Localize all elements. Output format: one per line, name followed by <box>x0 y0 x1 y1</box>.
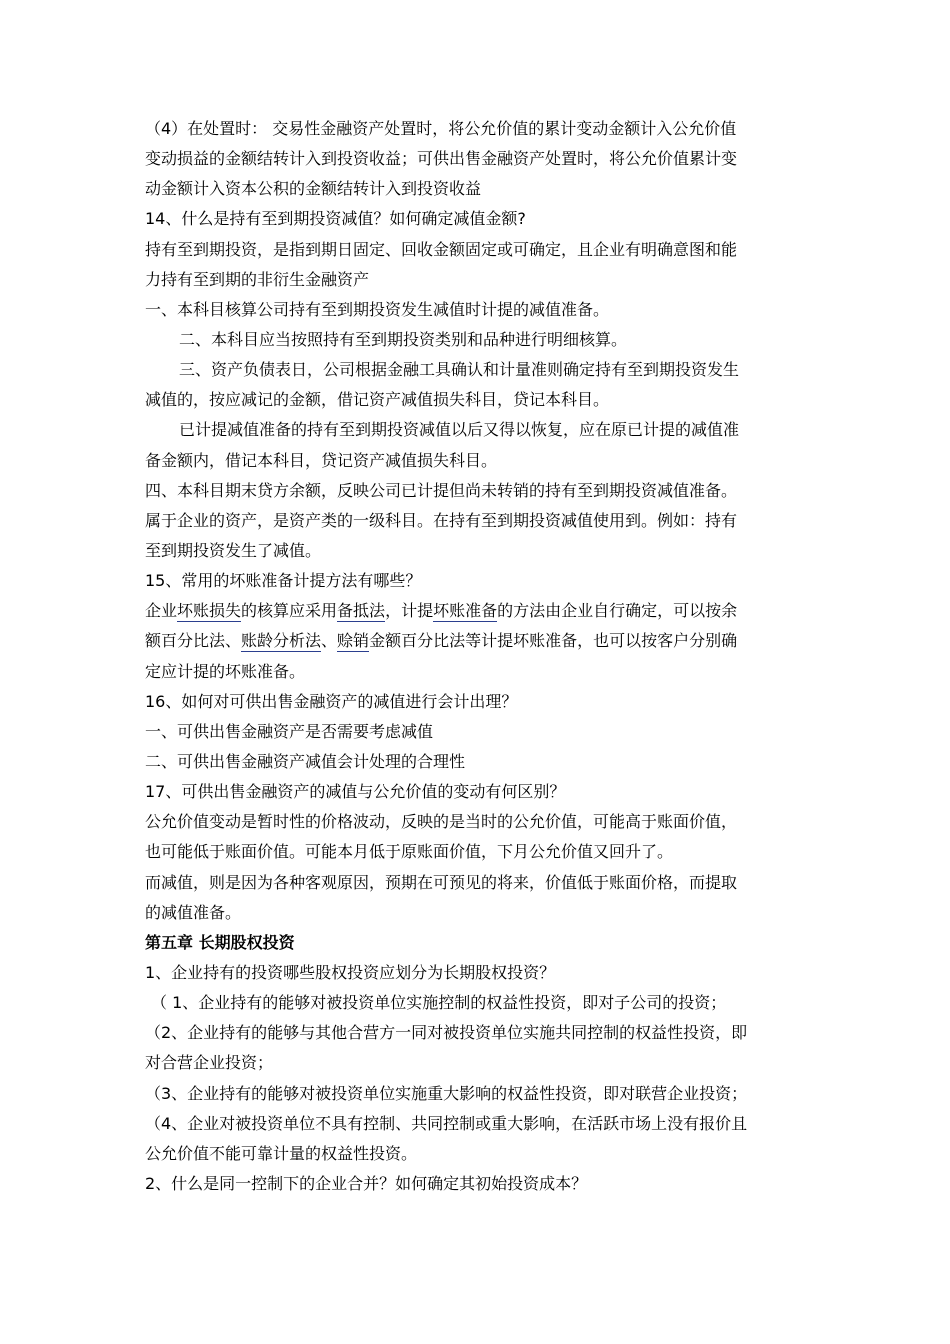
text-line: 一、可供出售金融资产是否需要考虑减值 <box>145 721 434 741</box>
text-line: 公允价值变动是暂时性的价格波动，反映的是当时的公允价值，可能高于账面价值， <box>145 812 738 832</box>
document-body <box>145 114 805 1199</box>
q15-answer-line: 定应计提的坏账准备。 <box>145 661 306 681</box>
text-line: 力持有至到期的非衍生金融资产 <box>145 269 370 289</box>
text-span: 、 <box>321 631 338 651</box>
text-line: （4、企业对被投资单位不具有控制、共同控制或重大影响，在活跃市场上没有报价且 <box>145 1113 748 1133</box>
chapter-heading: 第五章 长期股权投资 <box>145 932 295 952</box>
text-span: 的核算应采用 <box>241 601 338 621</box>
text-line: 而减值，则是因为各种客观原因，预期在可预见的将来，价值低于账面价格，而提取 <box>145 872 738 892</box>
hyperlink-credit-sales[interactable]: 赊销 <box>337 631 370 651</box>
text-line: 备金额内，借记本科目，贷记资产减值损失科目。 <box>145 450 498 470</box>
question-14: 14、什么是持有至到期投资减值？如何确定减值金额? <box>145 209 526 229</box>
text-line: 动金额计入资本公积的金额结转计入到投资收益 <box>145 179 482 199</box>
text-span: 金额百分比法等计提坏账准备，也可以按客户分别确 <box>369 631 738 651</box>
text-line: 至到期投资发生了减值。 <box>145 540 322 560</box>
hyperlink-bad-debt-provision[interactable]: 坏账准备 <box>433 601 498 621</box>
text-line: 四、本科目期末贷方余额，反映公司已计提但尚未转销的持有至到期投资减值准备。 <box>145 480 738 500</box>
hyperlink-allowance-method[interactable]: 备抵法 <box>337 601 386 621</box>
text-line: （3、企业持有的能够对被投资单位实施重大影响的权益性投资，即对联营企业投资； <box>145 1083 748 1103</box>
text-line: 一、本科目核算公司持有至到期投资发生减值时计提的减值准备。 <box>145 299 610 319</box>
q15-answer-line <box>145 626 805 656</box>
question-15: 15、常用的坏账准备计提方法有哪些？ <box>145 571 422 591</box>
text-line: 也可能低于账面价值。可能本月低于原账面价值，下月公允价值又回升了。 <box>145 842 674 862</box>
text-line: 二、本科目应当按照持有至到期投资类别和品种进行明细核算。 <box>179 329 628 349</box>
text-line: 已计提减值准备的持有至到期投资减值以后又得以恢复，应在原已计提的减值准 <box>179 420 740 440</box>
text-line: 三、资产负债表日，公司根据金融工具确认和计量准则确定持有至到期投资发生 <box>179 360 740 380</box>
chapter-question-1: 1、企业持有的投资哪些股权投资应划分为长期股权投资？ <box>145 962 556 982</box>
text-span: ，计提 <box>385 601 434 621</box>
question-17: 17、可供出售金融资产的减值与公允价值的变动有何区别？ <box>145 782 566 802</box>
text-line: （2、企业持有的能够与其他合营方一同对被投资单位实施共同控制的权益性投资，即 <box>145 1023 748 1043</box>
text-line: 持有至到期投资，是指到期日固定、回收金额固定或可确定，且企业有明确意图和能 <box>145 239 738 259</box>
chapter-question-2: 2、什么是同一控制下的企业合并？如何确定其初始投资成本？ <box>145 1173 588 1193</box>
text-line: 的减值准备。 <box>145 902 242 922</box>
text-line: 变动损益的金额结转计入到投资收益；可供出售金融资产处置时，将公允价值累计变 <box>145 149 738 169</box>
text-span: 的方法由企业自行确定，可以按余 <box>497 601 738 621</box>
text-line: 属于企业的资产，是资产类的一级科目。在持有至到期投资减值使用到。例如：持有 <box>145 510 738 530</box>
hyperlink-aging-analysis[interactable]: 账龄分析法 <box>241 631 322 651</box>
question-16: 16、如何对可供出售金融资产的减值进行会计出理？ <box>145 691 518 711</box>
q15-answer-line <box>145 596 805 626</box>
text-span: 额百分比法、 <box>145 631 242 651</box>
text-line: （ 1、企业持有的能够对被投资单位实施控制的权益性投资，即对子公司的投资； <box>151 993 727 1013</box>
text-line: （4）在处置时： 交易性金融资产处置时，将公允价值的累计变动金额计入公允价值 <box>145 119 737 138</box>
text-line: 对合营企业投资； <box>145 1053 274 1073</box>
hyperlink-bad-debt-loss[interactable]: 坏账损失 <box>177 601 242 621</box>
text-line: 减值的，按应减记的金额，借记资产减值损失科目，贷记本科目。 <box>145 390 610 410</box>
text-line: 公允价值不能可靠计量的权益性投资。 <box>145 1143 418 1163</box>
text-span: 企业 <box>145 601 178 621</box>
text-line: 二、可供出售金融资产减值会计处理的合理性 <box>145 751 466 771</box>
